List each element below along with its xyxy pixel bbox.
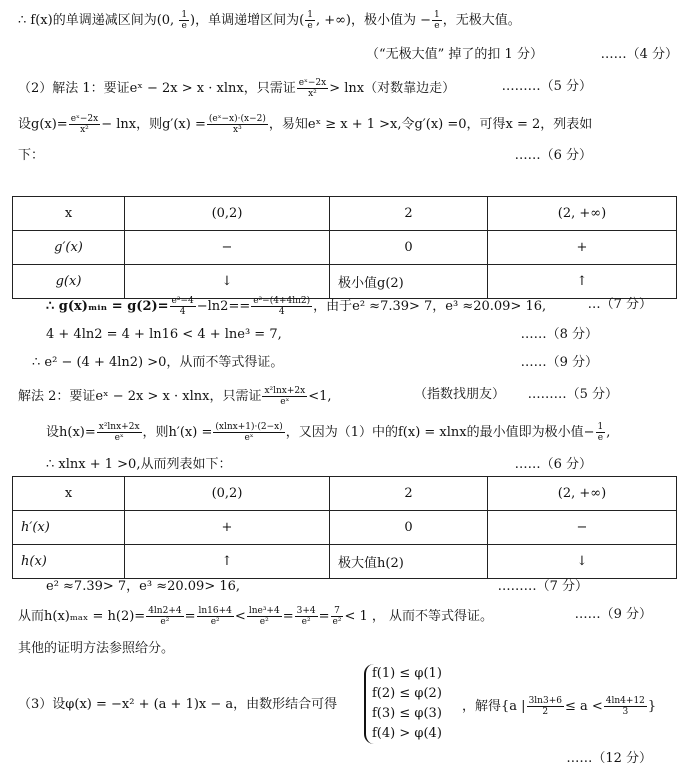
text: ，又因为（1）中的f(x) = xlnx的最小值即为极小值− [285, 425, 595, 440]
fraction: $\frac{\text{e²−4}}{4}$ [171, 296, 194, 317]
score: ………（7 分） [497, 579, 588, 594]
fraction: $\frac{\text{e²−(4+4ln2)}}{4}$ [253, 296, 311, 317]
table-cell: ↑ [125, 545, 330, 579]
table-cell: x [13, 477, 125, 511]
table-row [13, 231, 677, 265]
fraction: $\frac{\text{eˣ−2x}}{\text{x²}}$ [70, 114, 99, 135]
text: −ln2== [196, 299, 251, 314]
table-cell: + [488, 231, 677, 265]
table-cell: ↓ [488, 545, 677, 579]
table-cell: g(x) [13, 265, 125, 299]
table-cell: (2, +∞) [488, 477, 677, 511]
table-row [13, 265, 677, 299]
inequality: f(1) ≤ φ(1) [372, 666, 442, 681]
text: = [184, 609, 196, 624]
fraction: $\frac{1}{e}$ [181, 10, 188, 31]
text: 解法 2：要证eˣ − 2x > x · xlnx，只需证 [18, 389, 262, 404]
fraction: $\frac{1}{e}$ [307, 10, 313, 31]
fraction: $\frac{3+4}{\text{e²}}$ [296, 606, 316, 627]
fraction: $\frac{\text{lne³+4}}{\text{e²}}$ [248, 606, 280, 627]
table-cell: (0,2) [125, 197, 330, 231]
text: < [234, 609, 246, 624]
text: , +∞)，极小值为 − [315, 13, 432, 28]
table-cell: 2 [330, 197, 488, 231]
text: 设h(x)= [46, 425, 96, 440]
table-cell: 0 [330, 231, 488, 265]
score: ……（9 分） [574, 607, 652, 622]
text: 其他的证明方法参照给分。 [18, 641, 175, 656]
text: ，解得 [462, 699, 502, 714]
inequality: f(3) ≤ φ(3) [372, 706, 442, 721]
fraction: $\frac{\ln 16+4}{\text{e²}}$ [198, 606, 232, 627]
inequality: f(2) ≤ φ(2) [372, 686, 442, 701]
fraction: $\frac{1}{e}$ [434, 10, 440, 31]
text: （2）解法 1：要证eˣ − 2x > x · xlnx，只需证 [18, 81, 296, 96]
text: （“无极大值” 掉了的扣 1 分） [366, 47, 543, 62]
table-row [13, 477, 677, 511]
score: ………（5 分） [501, 79, 592, 94]
text: ，无极大值。 [442, 13, 521, 28]
table-cell: 极小值g(2) [330, 265, 488, 299]
table-row [13, 511, 677, 545]
table-cell: 0 [330, 511, 488, 545]
monotonicity-table-h [12, 476, 677, 579]
table-cell: + [125, 511, 330, 545]
score: ……（6 分） [514, 457, 592, 472]
score: ……（8 分） [520, 327, 598, 342]
text: 4 + 4ln2 = 4 + ln16 < 4 + lne³ = 7, [46, 327, 282, 342]
table-cell: x [13, 197, 125, 231]
text: ∴ xlnx + 1 >0,从而列表如下： [46, 457, 232, 472]
table-cell: 2 [330, 477, 488, 511]
text: − lnx，则g′(x) = [101, 117, 206, 132]
inequality: f(4) > φ(4) [372, 726, 442, 741]
text: e² ≈7.39> 7，e³ ≈20.09> 16, [46, 579, 241, 594]
text: <1, [308, 389, 332, 404]
score: ……（6 分） [514, 148, 592, 163]
fraction: $\frac{4\ln 2+4}{\text{e²}}$ [148, 606, 182, 627]
text: 从而h(x)ₘₐₓ = h(2)= [18, 609, 146, 624]
table-cell: h(x) [13, 545, 125, 579]
text: ，则h′(x) = [142, 425, 213, 440]
table-cell: (0,2) [125, 477, 330, 511]
table-row [13, 197, 677, 231]
score: ………（5 分） [527, 387, 618, 402]
table-cell: ↑ [488, 265, 677, 299]
text: > lnx（对数靠边走） [329, 81, 456, 96]
fraction: $\frac{\text{x²lnx+2x}}{\text{eˣ}}$ [98, 422, 140, 443]
text: < 1 ， 从而不等式得证。 [344, 609, 494, 624]
fraction: $\frac{\text{x²lnx+2x}}{\text{eˣ}}$ [264, 386, 306, 407]
fraction: $\frac{1}{e}$ [597, 422, 604, 443]
text: 设g(x)= [18, 117, 68, 132]
table-cell: (2, +∞) [488, 197, 677, 231]
score: ……（12 分） [566, 751, 652, 766]
table-cell: − [125, 231, 330, 265]
fraction: $\frac{\text{(eˣ−x)·(x−2)}}{\text{x³}}$ [208, 114, 266, 135]
text: = [282, 609, 294, 624]
table-row [13, 545, 677, 579]
text: = [318, 609, 330, 624]
fraction: $\frac{7}{\text{e²}}$ [332, 606, 342, 627]
table-cell: h′(x) [13, 511, 125, 545]
text: （指数找朋友） [414, 387, 506, 402]
score: …（7 分） [587, 297, 652, 312]
text: ∴ f(x)的单调递减区间为 [18, 13, 157, 28]
line-part3 [0, 664, 692, 746]
text: (0, [156, 13, 179, 28]
fraction: $\frac{(xlnx+1)\cdot(2-x)}{\text{eˣ}}$ [215, 422, 283, 443]
table-cell: − [488, 511, 677, 545]
table-cell: 极大值h(2) [330, 545, 488, 579]
score: ……（4 分） [600, 47, 678, 62]
text: ∴ e² − (4 + 4ln2) >0，从而不等式得证。 [32, 355, 284, 370]
solution-set: {a | $\frac{3\ln 3+6}{2}$ ≤ a < $\frac{4\ln 4+12}{3}$ } [501, 696, 657, 717]
text: 下： [18, 148, 45, 163]
score: ……（9 分） [520, 355, 598, 370]
text: ，易知eˣ ≥ x + 1 >x,令g′(x) =0，可得x = 2，列表如 [268, 117, 593, 132]
table-cell: ↓ [125, 265, 330, 299]
inequality-system [364, 664, 442, 744]
text: ，由于e² ≈7.39> 7，e³ ≈20.09> 16, [313, 299, 547, 314]
text: )，单调递增区间为 [190, 13, 300, 28]
text: ∴ g(x)ₘᵢₙ = g(2)= [46, 299, 169, 314]
monotonicity-table-g [12, 196, 677, 299]
text: （3）设φ(x) = −x² + (a + 1)x − a，由数形结合可得 [18, 697, 338, 712]
fraction: $\frac{\text{eˣ−2x}}{\text{x²}}$ [298, 78, 327, 99]
table-cell: g′(x) [13, 231, 125, 265]
text: , [606, 425, 611, 440]
